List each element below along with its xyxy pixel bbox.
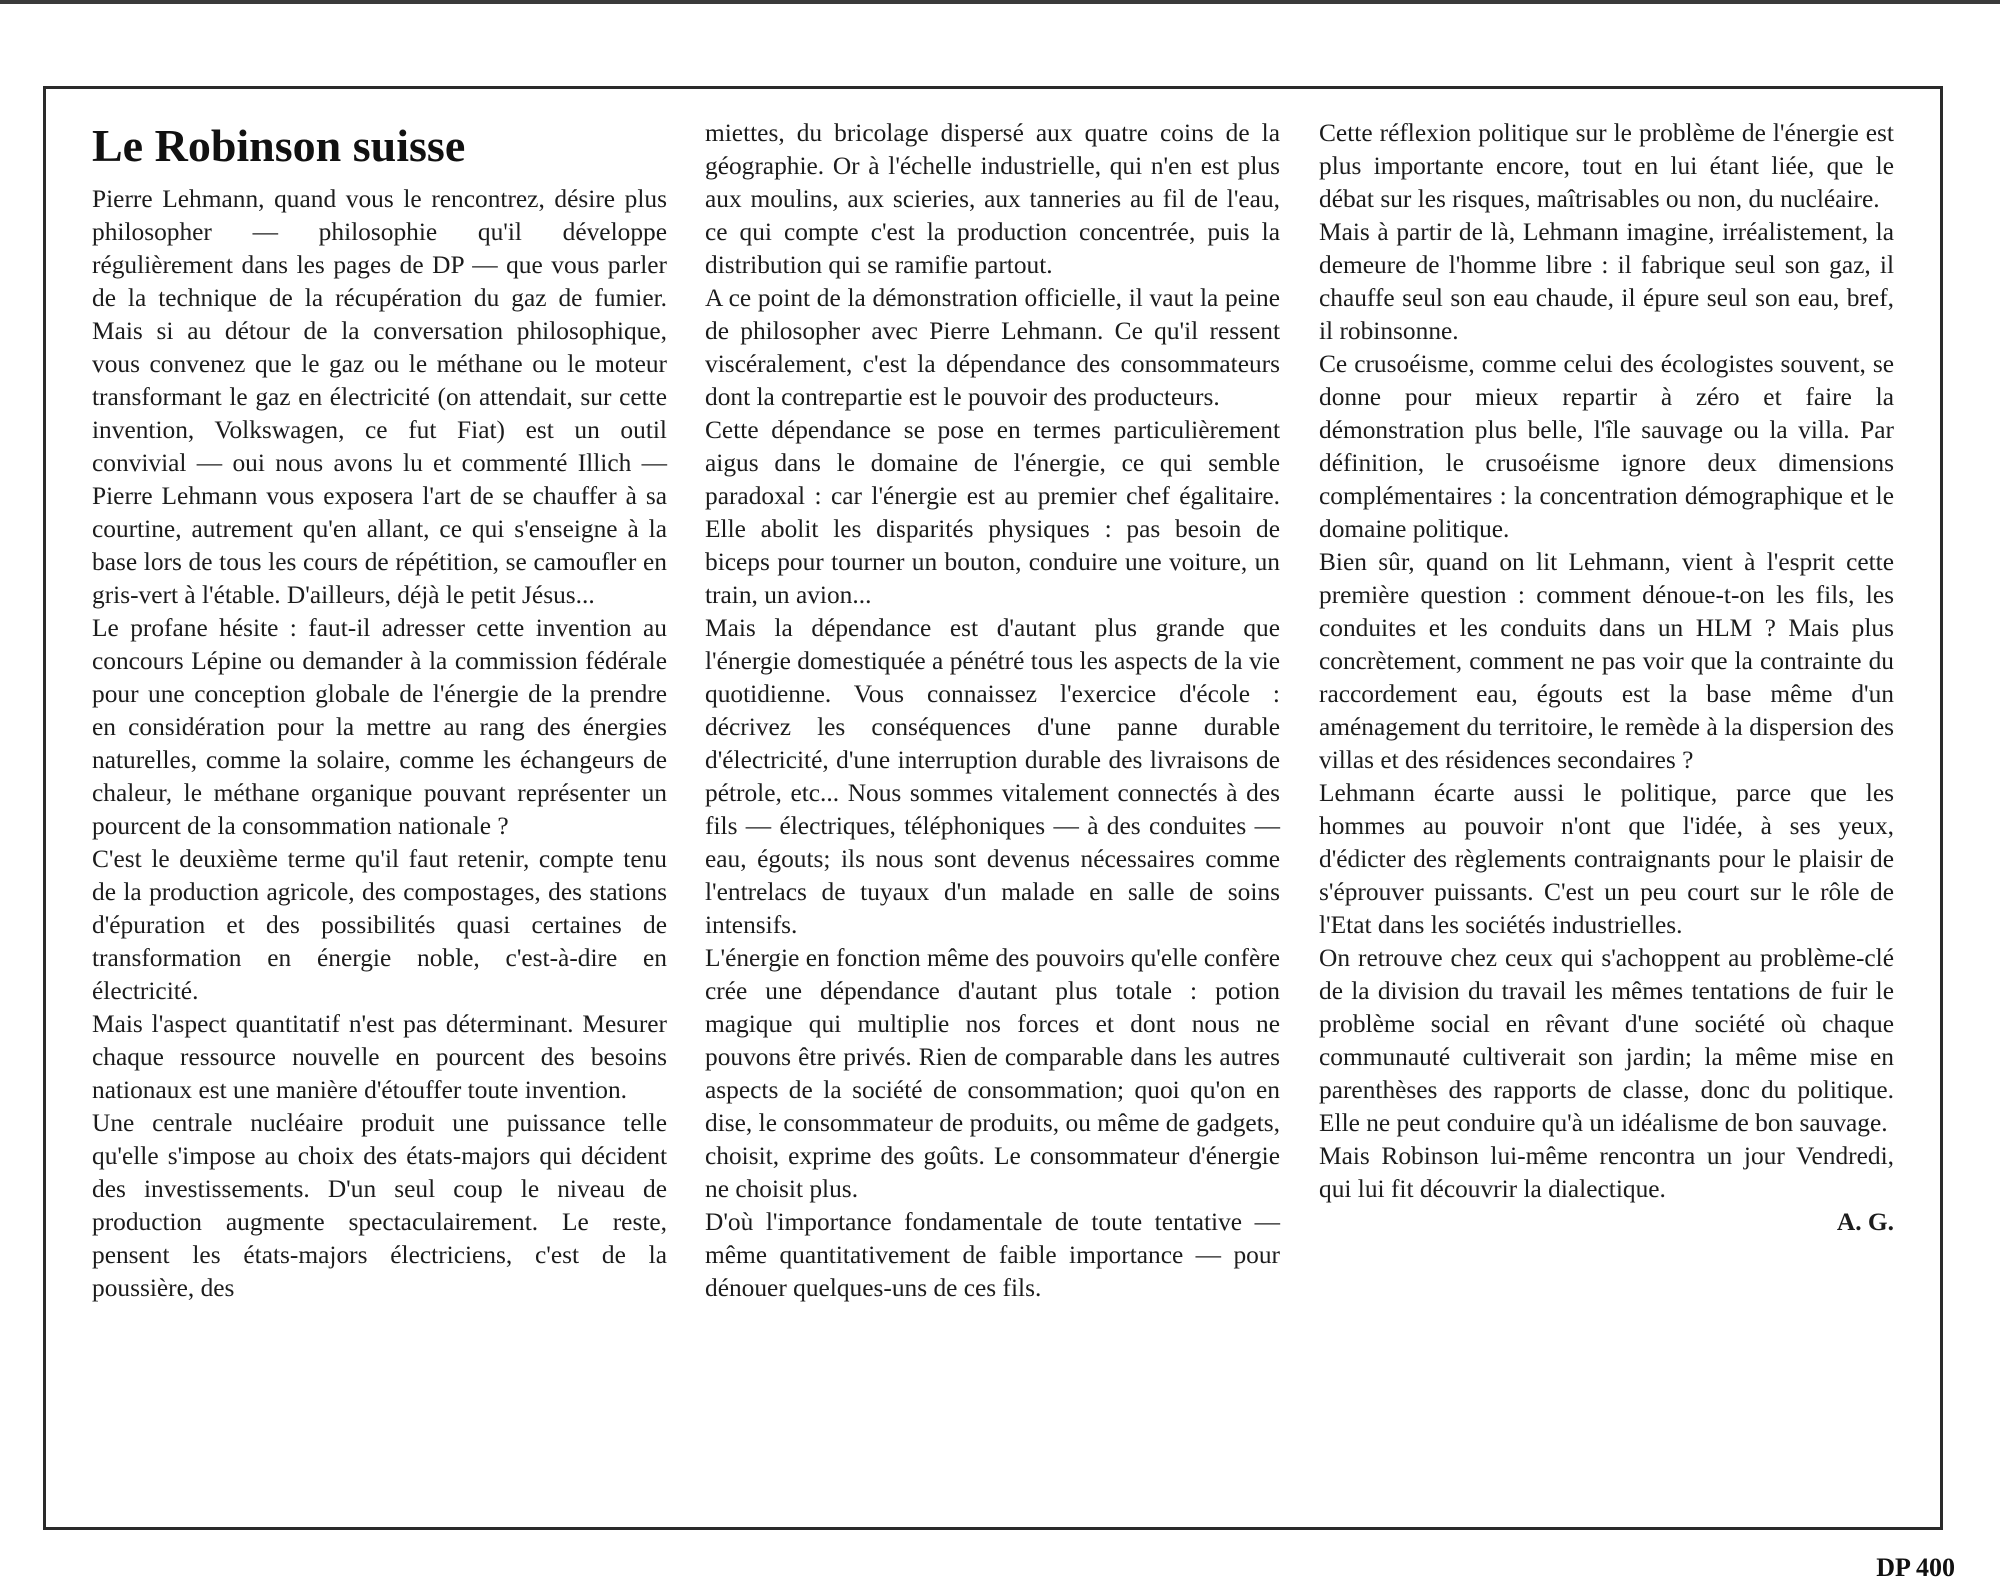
paragraph: Cette dépendance se pose en termes particulièrement aigus dans le domaine de l'énergie, ce qui semble paradoxal : car l'énergie est au premier chef égalitaire. Elle abolit les disparités physiques : pas besoin de biceps pour tourner un bouton, conduire une voiture, un train, un avion...	[705, 416, 1280, 609]
paragraph: Mais Robinson lui-même rencontra un jour Vendredi, qui lui fit découvrir la dialectique.	[1319, 1142, 1894, 1203]
paragraph: Pierre Lehmann, quand vous le rencontrez, désire plus philosopher — philosophie qu'il développe régulièrement dans les pages de DP — que vous parler de la technique de la récupération du gaz de fumier. Mais si au détour de la conversation philosophique, vous convenez que le gaz ou le méthane ou le moteur transformant le gaz en électricité (on attendait, sur cette invention, Volkswagen, ce fut Fiat) est un outil convivial — oui nous avons lu et commenté Illich — Pierre Lehmann vous exposera l'art de se chauffer à sa courtine, autrement qu'en allant, ce qui s'enseigne à la base lors de tous les cours de répétition, se camoufler en gris-vert à l'étable. D'ailleurs, déjà le petit Jésus...	[92, 185, 667, 609]
paragraph: Lehmann écarte aussi le politique, parce que les hommes au pouvoir n'ont que l'idée, à ses yeux, d'édicter des règlements contraignants pour le plaisir de s'éprouver puissants. C'est un peu court sur le rôle de l'Etat dans les sociétés industrielles.	[1319, 779, 1894, 939]
paragraph: Ce crusoéisme, comme celui des écologistes souvent, se donne pour mieux repartir à zéro et faire la démonstration plus belle, l'île sauvage ou la villa. Par définition, le crusoéisme ignore deux dimensions complémentaires : la concentration démographique et le domaine politique.	[1319, 350, 1894, 543]
paragraph: On retrouve chez ceux qui s'achoppent au problème-clé de la division du travail les mêmes tentations de fuir le problème social en rêvant d'une société où chaque communauté cultiverait son jardin; la même mise en parenthèses des rapports de classe, donc du politique. Elle ne peut conduire qu'à un idéalisme de bon sauvage.	[1319, 944, 1894, 1137]
article-frame	[43, 86, 1943, 1530]
top-rule	[0, 0, 2000, 4]
column-1	[92, 121, 667, 1305]
paragraph: Mais à partir de là, Lehmann imagine, irréalistement, la demeure de l'homme libre : il fabrique seul son gaz, il chauffe seul son eau chaude, il épure seul son eau, bref, il robinsonne.	[1319, 218, 1894, 345]
paragraph: Cette réflexion politique sur le problème de l'énergie est plus importante encore, tout en lui étant liée, que le débat sur les risques, maîtrisables ou non, du nucléaire.	[1319, 119, 1894, 213]
paragraph: D'où l'importance fondamentale de toute tentative — même quantitativement de faible importance — pour dénouer quelques-uns de ces fils.	[705, 1208, 1280, 1302]
paragraph: miettes, du bricolage dispersé aux quatre coins de la géographie. Or à l'échelle industrielle, qui n'en est plus aux moulins, aux scieries, aux tanneries au fil de l'eau, ce qui compte c'est la production concentrée, puis la distribution qui se ramifie partout.	[705, 119, 1280, 279]
paragraph: C'est le deuxième terme qu'il faut retenir, compte tenu de la production agricole, des compostages, des stations d'épuration et des possibilités quasi certaines de transformation en énergie noble, c'est-à-dire en électricité.	[92, 845, 667, 1005]
column-3	[1319, 117, 1894, 1239]
paragraph: Bien sûr, quand on lit Lehmann, vient à l'esprit cette première question : comment dénoue-t-on les fils, les conduites et les conduits dans un HLM ? Mais plus concrètement, comment ne pas voir que la contrainte du raccordement eau, égouts est la base même d'un aménagement du territoire, le remède à la dispersion des villas et des résidences secondaires ?	[1319, 548, 1894, 774]
paragraph: Une centrale nucléaire produit une puissance telle qu'elle s'impose au choix des états-majors qui décident des investissements. D'un seul coup le niveau de production augmente spectaculairement. Le reste, pensent les états-majors électriciens, c'est de la poussière, des	[92, 1109, 667, 1302]
paragraph: Le profane hésite : faut-il adresser cette invention au concours Lépine ou demander à la commission fédérale pour une conception globale de l'énergie de la prendre en considération pour la mettre au rang des énergies naturelles, comme la solaire, comme les échangeurs de chaleur, le méthane organique pouvant représenter un pourcent de la consommation nationale ?	[92, 614, 667, 840]
paragraph: Mais l'aspect quantitatif n'est pas déterminant. Mesurer chaque ressource nouvelle en pourcent des besoins nationaux est une manière d'étouffer toute invention.	[92, 1010, 667, 1104]
page-number: DP 400	[1876, 1553, 1955, 1582]
column-2	[705, 117, 1280, 1305]
paragraph: A ce point de la démonstration officielle, il vaut la peine de philosopher avec Pierre Lehmann. Ce qu'il ressent viscéralement, c'est la dépendance des consommateurs dont la contrepartie est le pouvoir des producteurs.	[705, 284, 1280, 411]
author-signature: A. G.	[1836, 1208, 1894, 1236]
article-title: Le Robinson suisse	[92, 120, 466, 171]
paragraph: Mais la dépendance est d'autant plus grande que l'énergie domestiquée a pénétré tous les aspects de la vie quotidienne. Vous connaissez l'exercice d'école : décrivez les conséquences d'une panne durable d'électricité, d'une interruption durable des livraisons de pétrole, etc... Nous sommes vitalement connectés à des fils — électriques, téléphoniques — à des conduites — eau, égouts; ils nous sont devenus nécessaires comme l'entrelacs de tuyaux d'un malade en salle de soins intensifs.	[705, 614, 1280, 939]
paragraph: L'énergie en fonction même des pouvoirs qu'elle confère crée une dépendance d'autant plus totale : potion magique qui multiplie nos forces et dont nous ne pouvons être privés. Rien de comparable dans les autres aspects de la société de consommation; quoi qu'on en dise, le consommateur de produits, ou même de gadgets, choisit, exprime des goûts. Le consommateur d'énergie ne choisit plus.	[705, 944, 1280, 1203]
